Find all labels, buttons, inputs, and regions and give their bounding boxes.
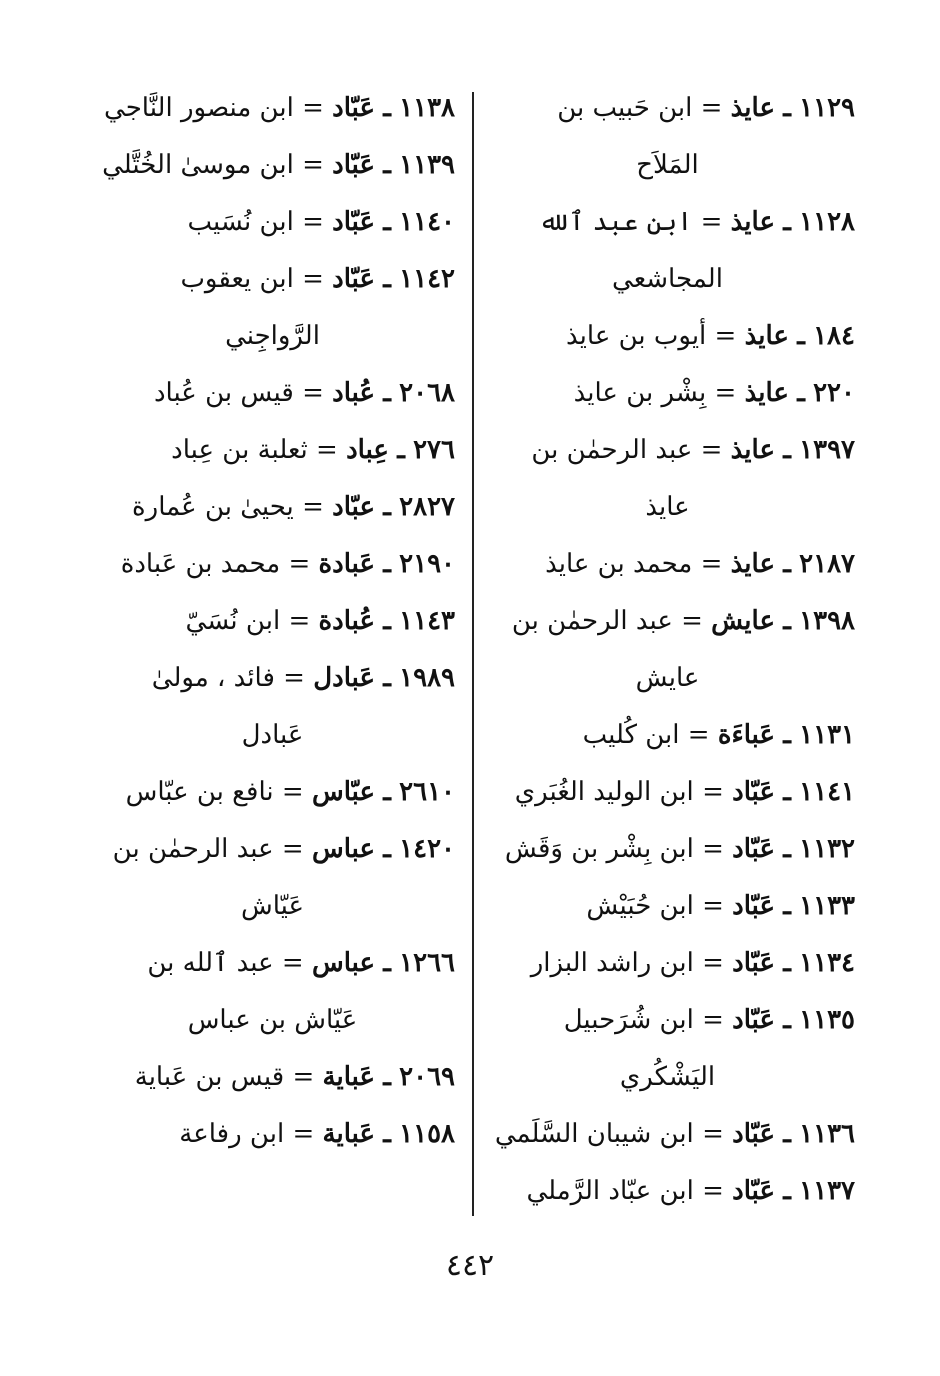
entry-equals: =	[292, 1062, 315, 1092]
index-entry	[480, 308, 855, 365]
entry-dash: ـ	[383, 777, 391, 807]
entry-term: عَبادل	[313, 663, 375, 693]
entry-number: ٢١٩٠	[399, 549, 455, 579]
entry-equals: =	[302, 264, 324, 294]
index-entry	[90, 935, 455, 1049]
entry-dash: ـ	[783, 606, 791, 636]
entry-dash: ـ	[783, 834, 791, 864]
entry-reference: عبد الرحمٰن بن	[112, 834, 274, 864]
entry-continuation: الرَّواجِني	[225, 321, 320, 351]
entry-number: ١١٤٣	[399, 606, 455, 636]
entry-equals: =	[288, 606, 311, 636]
entry-continuation: عَبادل	[241, 720, 304, 750]
entry-term: عباس	[311, 834, 375, 864]
entry-equals: =	[700, 93, 723, 123]
entry-term: عبّاد	[332, 492, 375, 522]
index-entry	[90, 137, 455, 194]
entry-continuation: عايش	[635, 663, 700, 693]
entry-reference: محمد بن عَبادة	[120, 549, 281, 579]
entry-number: ١١٢٩	[799, 93, 855, 123]
entry-reference: ابن حَبيب بن	[557, 93, 693, 123]
entry-continuation: عَيّاش بن عباس	[187, 1005, 358, 1035]
entry-dash: ـ	[383, 549, 391, 579]
entry-term: عَبّاد	[332, 264, 375, 294]
entry-term: عايش	[711, 606, 775, 636]
entry-continuation: المَلاَح	[636, 150, 699, 180]
index-entry	[480, 1106, 855, 1163]
entry-continuation: عَيّاش	[240, 891, 305, 921]
entry-dash: ـ	[783, 93, 791, 123]
entry-dash: ـ	[783, 1119, 791, 1149]
index-entry	[480, 992, 855, 1106]
entry-dash: ـ	[383, 264, 391, 294]
entry-number: ١١٤٢	[399, 264, 455, 294]
index-entry	[90, 194, 455, 251]
entry-equals: =	[702, 834, 724, 864]
entry-term: عَبّاد	[732, 834, 775, 864]
entry-number: ١١٣٣	[799, 891, 855, 921]
entry-equals: =	[302, 492, 324, 522]
entry-equals: =	[714, 378, 737, 408]
entry-dash: ـ	[383, 150, 391, 180]
entry-reference: ابن راشد البزار	[530, 948, 694, 978]
entry-number: ١١٣٤	[799, 948, 855, 978]
entry-dash: ـ	[397, 435, 405, 465]
entry-dash: ـ	[783, 777, 791, 807]
entry-dash: ـ	[783, 1176, 791, 1206]
entry-term: عَبّاد	[732, 777, 775, 807]
entry-equals: =	[281, 777, 304, 807]
entry-reference: محمد بن عايذ	[545, 549, 693, 579]
entry-dash: ـ	[783, 891, 791, 921]
entry-number: ١٣٩٧	[799, 435, 855, 465]
entry-term: عَبّاد	[732, 1005, 775, 1035]
entry-term: عَبّاد	[732, 891, 775, 921]
entry-reference: ابن كُليب	[582, 720, 680, 750]
entry-reference: فائد ، مولىٰ	[151, 663, 275, 693]
entry-continuation: المجاشعي	[612, 264, 723, 294]
entry-equals: =	[702, 1176, 724, 1206]
entry-term: عَبادة	[318, 549, 375, 579]
entry-dash: ـ	[383, 207, 391, 237]
entry-term: عباس	[311, 948, 375, 978]
entry-reference: ابن شُرَحبيل	[563, 1005, 694, 1035]
entry-number: ١١٣٧	[799, 1176, 855, 1206]
index-entry	[480, 1163, 855, 1220]
entry-reference: عبد ٱلله بن	[147, 948, 274, 978]
entry-reference: ثعلبة بن عِباد	[171, 435, 308, 465]
right-column	[480, 80, 855, 1220]
entry-number: ١٤٢٠	[399, 834, 455, 864]
entry-number: ٢٠٦٨	[399, 378, 455, 408]
entry-term: عايذ	[730, 93, 775, 123]
entry-dash: ـ	[797, 321, 805, 351]
entry-number: ١١٤٠	[399, 207, 455, 237]
index-entry	[480, 764, 855, 821]
entry-number: ٢٨٢٧	[399, 492, 455, 522]
entry-number: ١١٤١	[799, 777, 855, 807]
entry-term: عُبادة	[318, 606, 375, 636]
entry-term: عبّاس	[311, 777, 375, 807]
entry-term: عَباية	[322, 1119, 375, 1149]
entry-number: ١١٥٨	[399, 1119, 455, 1149]
entry-equals: =	[302, 93, 324, 123]
entry-number: ١١٣٩	[399, 150, 455, 180]
entry-dash: ـ	[383, 606, 391, 636]
entry-equals: =	[302, 207, 324, 237]
entry-number: ٢٦١٠	[399, 777, 455, 807]
entry-continuation: عايذ	[645, 492, 690, 522]
entry-reference: ابن شيبان السَّلَمي	[494, 1119, 694, 1149]
entry-reference: نافع بن عبّاس	[125, 777, 274, 807]
entry-number: ٢٢٠	[813, 378, 855, 408]
entry-number: ١٣٩٨	[799, 606, 855, 636]
entry-dash: ـ	[383, 663, 391, 693]
entry-reference: ابن منصور النَّاجي	[104, 93, 294, 123]
entry-dash: ـ	[383, 1062, 391, 1092]
entry-term: عُباد	[332, 378, 375, 408]
entry-reference: ابن بِشْر بن وَقَش	[504, 834, 694, 864]
entry-term: عَبّاد	[332, 207, 375, 237]
entry-continuation: اليَشْكُري	[619, 1062, 716, 1092]
entry-number: ١٢٦٦	[399, 948, 455, 978]
entry-reference: عبد الرحمٰن بن	[531, 435, 693, 465]
index-entry	[90, 1106, 455, 1163]
index-entry	[480, 593, 855, 707]
entry-dash: ـ	[383, 948, 391, 978]
entry-equals: =	[702, 891, 724, 921]
index-entry	[90, 251, 455, 365]
entry-equals: =	[700, 207, 723, 237]
entry-number: ١١٣٦	[799, 1119, 855, 1149]
entry-reference: ابن نُسَيب	[187, 207, 294, 237]
index-entry	[480, 194, 855, 308]
entry-reference: ابن حُبَيْش	[586, 891, 694, 921]
entry-reference: يحيىٰ بن عُمارة	[132, 492, 294, 522]
entry-term: عَباية	[322, 1062, 375, 1092]
index-entry	[480, 821, 855, 878]
entry-reference: قيس بن عُباد	[153, 378, 294, 408]
entry-dash: ـ	[383, 378, 391, 408]
page-number: ٤٤٢	[445, 1248, 495, 1283]
entry-dash: ـ	[797, 378, 805, 408]
index-entry	[90, 80, 455, 137]
entry-term: عايذ	[730, 207, 775, 237]
entry-term: عَبّاد	[732, 1176, 775, 1206]
entry-equals: =	[302, 378, 324, 408]
index-entry	[480, 536, 855, 593]
entry-reference: أيوب بن عايذ	[566, 321, 707, 351]
entry-dash: ـ	[783, 549, 791, 579]
index-entry	[90, 479, 455, 536]
entry-equals: =	[292, 1119, 315, 1149]
entry-number: ٢١٨٧	[799, 549, 855, 579]
entry-number: ١٨٤	[813, 321, 855, 351]
entry-term: عايذ	[744, 321, 789, 351]
entry-reference: ابن الوليد الغُبَري	[514, 777, 694, 807]
index-entry	[480, 707, 855, 764]
entry-dash: ـ	[383, 834, 391, 864]
entry-term: عايذ	[730, 435, 775, 465]
entry-term: عَبّاد	[732, 1119, 775, 1149]
entry-equals: =	[702, 1005, 724, 1035]
entry-equals: =	[283, 663, 305, 693]
entry-equals: =	[281, 834, 304, 864]
entry-reference: ابن رفاعة	[179, 1119, 285, 1149]
entry-term: عايذ	[730, 549, 775, 579]
entry-reference: ابن عبّاد الرَّملي	[526, 1176, 694, 1206]
entry-equals: =	[702, 948, 724, 978]
entry-dash: ـ	[783, 435, 791, 465]
entry-number: ٢٧٦	[413, 435, 455, 465]
column-divider	[472, 92, 474, 1216]
entry-equals: =	[288, 549, 311, 579]
entry-reference: ابن عبد ٱلله	[538, 207, 693, 237]
index-entry	[90, 365, 455, 422]
index-entry	[90, 422, 455, 479]
index-entry	[480, 80, 855, 194]
entry-equals: =	[281, 948, 304, 978]
entry-number: ١١٣١	[799, 720, 855, 750]
entry-dash: ـ	[783, 207, 791, 237]
entry-equals: =	[316, 435, 338, 465]
index-entry	[480, 365, 855, 422]
entry-number: ١١٣٨	[399, 93, 455, 123]
entry-equals: =	[702, 1119, 724, 1149]
entry-equals: =	[702, 777, 724, 807]
entry-term: عايذ	[744, 378, 789, 408]
index-entry	[90, 1049, 455, 1106]
index-entry	[480, 935, 855, 992]
index-entry	[480, 878, 855, 935]
entry-reference: ابن موسىٰ الخُتَّلي	[102, 150, 294, 180]
index-entry	[480, 422, 855, 536]
entry-equals: =	[681, 606, 703, 636]
entry-dash: ـ	[783, 1005, 791, 1035]
entry-number: ٢٠٦٩	[399, 1062, 455, 1092]
entry-reference: ابن نُسَيّ	[185, 606, 281, 636]
entry-dash: ـ	[383, 492, 391, 522]
entry-reference: ابن يعقوب	[180, 264, 294, 294]
entry-number: ١٩٨٩	[399, 663, 455, 693]
entry-term: عَبّاد	[332, 150, 375, 180]
index-entry	[90, 536, 455, 593]
entry-reference: بِشْر بن عايذ	[573, 378, 707, 408]
entry-dash: ـ	[783, 948, 791, 978]
entry-term: عِباد	[346, 435, 389, 465]
entry-equals: =	[714, 321, 737, 351]
entry-equals: =	[700, 435, 723, 465]
index-entry	[90, 593, 455, 650]
entry-term: عَبّاد	[332, 93, 375, 123]
entry-equals: =	[687, 720, 710, 750]
entry-equals: =	[700, 549, 723, 579]
index-entry	[90, 764, 455, 821]
entry-reference: قيس بن عَباية	[134, 1062, 285, 1092]
left-column	[90, 80, 455, 1163]
entry-dash: ـ	[383, 1119, 391, 1149]
index-entry	[90, 650, 455, 764]
index-entry	[90, 821, 455, 935]
entry-number: ١١٣٥	[799, 1005, 855, 1035]
entry-number: ١١٣٢	[799, 834, 855, 864]
entry-term: عَبّاد	[732, 948, 775, 978]
entry-number: ١١٢٨	[799, 207, 855, 237]
entry-dash: ـ	[783, 720, 791, 750]
entry-equals: =	[302, 150, 324, 180]
entry-term: عَباءَة	[717, 720, 775, 750]
entry-reference: عبد الرحمٰن بن	[511, 606, 673, 636]
entry-dash: ـ	[383, 93, 391, 123]
